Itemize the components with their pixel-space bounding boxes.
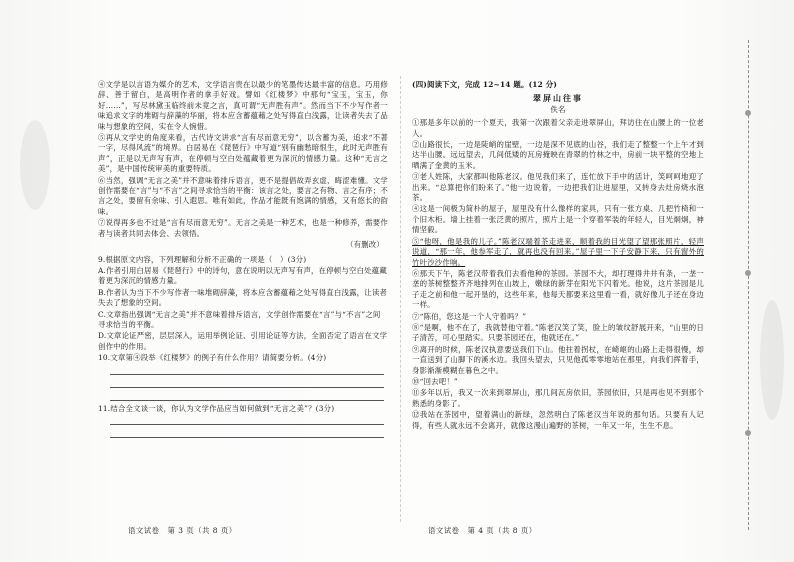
binding-hole xyxy=(745,270,751,276)
scan-smudge xyxy=(20,120,50,210)
question-10-stem: 10.文章第④段举《红楼梦》的例子有什么作用？请简要分析。(4分) xyxy=(98,353,327,363)
story-paragraph-10: ⑩“回去吧！” xyxy=(412,376,458,386)
question-9-option-a[interactable]: A.作者引用白居易《琵琶行》中的诗句，意在说明以无声写有声，在停顿与空白处蕴藏着更为深沉的情感力量。 xyxy=(98,265,387,286)
page-footer-left: 语文试卷 第 3 页（共 8 页） xyxy=(128,526,237,535)
story-paragraph-6: ⑥那天下午，陈老汉带着我们去看他种的茶园。茶园不大，却打理得井井有条，一垄一垄的茶树整整齐齐地排列在山坡上，嫩绿的新芽在阳光下闪着光。他说，这片茶园是儿子走之前和他一起开垦的，这些年来，他每天都要来这里看一看，就好像儿子还在身边一样。 xyxy=(412,268,704,310)
answer-line[interactable] xyxy=(110,428,384,438)
story-paragraph-12: ⑫我站在茶园中，望着满山的新绿，忽然明白了陈老汉当年说的那句话。只要有人记得，有些人就永远不会离开，就像这漫山遍野的茶树，一年又一年，生生不息。 xyxy=(412,410,704,430)
question-9-option-d[interactable]: D.文章论证严密，层层深入，运用举例论证、引用论证等方法，全面否定了语言在文学创作中的作用。 xyxy=(98,331,388,351)
page-divider xyxy=(400,76,401,522)
story-paragraph-5: ⑤“他呀，他是我的儿子。”陈老汉端着茶走进来，顺着我的目光望了望那张照片，轻声说道，“那一年，他参军走了，就再也没有回来。”屋子里一下子安静下来，只有窗外的竹叶沙沙作响。 xyxy=(412,236,704,267)
question-11-stem: 11.结合全文谈一谈，你认为文学作品应当如何做到“无言之美”？(3分) xyxy=(98,403,335,413)
story-paragraph-11: ⑪多年以后，我又一次来到翠屏山，那几间瓦房依旧，茶园依旧，只是再也见不到那个熟悉的身影了。 xyxy=(412,388,704,408)
answer-line[interactable] xyxy=(110,365,384,375)
answer-line[interactable] xyxy=(110,378,384,388)
essay-paragraph-6: ⑥当然，强调“无言之美”并不意味着排斥语言，更不是提倡故弄玄虚、晦涩难懂。文学创作需要在“言”与“不言”之间寻求恰当的平衡：该言之处，要言之有物、言之有序；不言之处，要留有余味、引人遐思。唯有如此，作品才能既有饱满的情感，又有悠长的韵味。 xyxy=(98,175,388,216)
story-paragraph-8: ⑧“是啊，他不在了，我就替他守着。”陈老汉笑了笑，脸上的皱纹舒展开来，“山里的日子清苦，可心里踏实。只要茶园还在，他就还在。” xyxy=(412,322,704,343)
question-9-option-b[interactable]: B.作者认为当下不少写作者一味堆砌辞藻，将本应含蓄蕴藉之处写得直白浅露，让读者失去了想象的空间。 xyxy=(98,287,388,308)
story-author: 佚名 xyxy=(550,104,566,114)
right-page xyxy=(412,80,704,512)
question-9-stem: 9.根据原文内容，下列理解和分析不正确的一项是（ ）(3分) xyxy=(98,254,307,264)
binding-hole xyxy=(745,110,751,116)
section-heading: (四)阅读下文，完成 12~14 题。(12 分) xyxy=(412,80,558,89)
left-page xyxy=(98,80,388,512)
essay-paragraph-5: ⑤再从文学史的角度来看，古代诗文讲求“言有尽而意无穷”，以含蓄为美，追求“不著一字，尽得风流”的境界。白居易在《琵琶行》中写道“别有幽愁暗恨生，此时无声胜有声”，正是以无声写有声，在停顿与空白处蕴藏着更为深沉的情感力量。这种“无言之美”，是中国传统审美的重要特质。 xyxy=(98,133,388,174)
story-paragraph-7: ⑦“陈伯，您这是一个人守着吗？” xyxy=(412,311,527,321)
binding-hole xyxy=(745,430,751,436)
story-paragraph-4: ④这是一间极为简朴的屋子，屋里没有什么像样的家具，只有一张方桌、几把竹椅和一个旧木柜。墙上挂着一张泛黄的照片，照片上是一个穿着军装的年轻人，目光炯炯，神情坚毅。 xyxy=(412,204,704,235)
story-title: 翠屏山往事 xyxy=(533,93,583,104)
story-paragraph-2: ②山路很长，一边是陡峭的崖壁，一边是深不见底的山谷，我们走了整整一个上午才到达半山腰。远远望去，几间低矮的瓦房掩映在青翠的竹林之中，房前一块平整的空地上晒满了金黄的玉米。 xyxy=(412,140,704,170)
answer-line[interactable] xyxy=(110,391,384,401)
essay-paragraph-7: ⑦说得再多也不过是“言有尽而意无穷”。无言之美是一种艺术，也是一种修养，需要作者与读者共同去体会、去领悟。 xyxy=(98,218,388,238)
answer-line[interactable] xyxy=(110,415,384,425)
question-9-option-c[interactable]: C.文章指出强调“无言之美”并不意味着排斥语言，文学创作需要在“言”与“不言”之间寻求恰当的平衡。 xyxy=(98,309,381,329)
story-paragraph-3: ③老人姓陈，大家都叫他陈老汉。他见我们来了，连忙放下手中的活计，笑呵呵地迎了出来。“总算把你们盼来了。”他一边说着，一边把我们让进屋里，又转身去灶房烧水泡茶。 xyxy=(412,172,704,203)
page-footer-right: 语文试卷 第 4 页（共 8 页） xyxy=(428,526,537,535)
scan-smudge xyxy=(760,300,784,420)
source-note: （有删改） xyxy=(346,240,384,250)
story-paragraph-1: ①那是多年以前的一个夏天，我第一次跟着父亲走进翠屏山，拜访住在山腰上的一位老人。 xyxy=(412,118,704,138)
story-paragraph-9: ⑨离开的时候，陈老汉执意要送我们下山。他拄着拐杖，在崎岖的山路上走得很慢，却一直送到了山脚下的溪水边。我回头望去，只见他孤零零地站在那里，向我们挥着手，身影渐渐模糊在暮色之中。 xyxy=(412,344,704,375)
essay-paragraph-4: ④文学是以言语为媒介的艺术，文学语言贵在以最少的笔墨传达最丰富的信息。巧用修辞、善于留白，是高明作者的拿手好戏。譬如《红楼梦》中那句“宝玉，宝玉，你好……”，写尽林黛玉临终前未竟之言，真可谓“无声胜有声”。然而当下不少写作者一味追求文字的堆砌与辞藻的华丽，将本应含蓄蕴藉之处写得直白浅露，让读者失去了品味与想象的空间，实在令人惋惜。 xyxy=(98,80,388,131)
